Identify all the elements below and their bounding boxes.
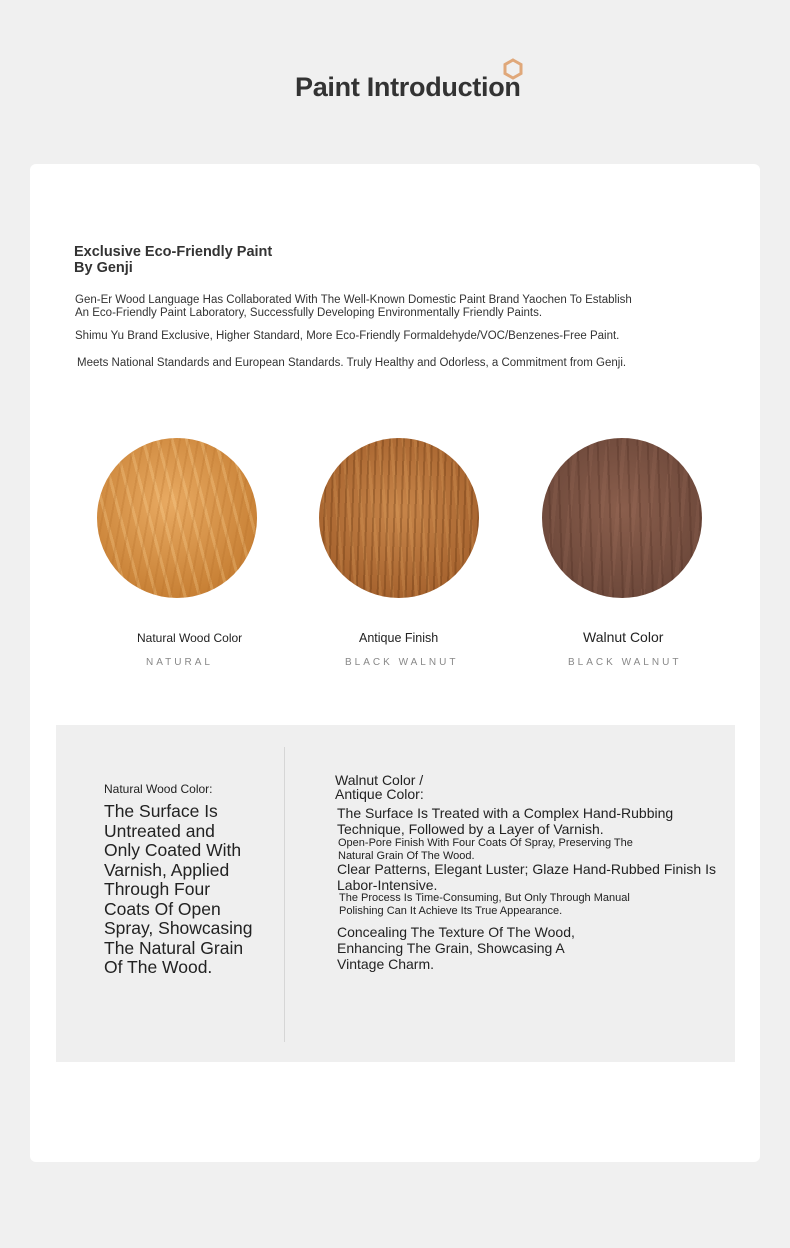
walnut-detail-heading: Walnut Color / Antique Color: bbox=[335, 772, 424, 802]
divider bbox=[284, 747, 285, 1042]
walnut-swatch bbox=[542, 438, 702, 598]
swatch-name: Antique Finish bbox=[359, 631, 439, 645]
detail-line: Open-Pore Finish With Four Coats Of Spray, Preserving The Natural Grain Of The Wood. bbox=[338, 837, 633, 862]
detail-line: Clear Patterns, Elegant Luster; Glaze Hand-Rubbed Finish Is Labor-Intensive. bbox=[337, 861, 716, 893]
intro-paragraph: Gen-Er Wood Language Has Collaborated With The Well-Known Domestic Paint Brand Yaochen To Establish An Eco-Friendly Paint Laboratory, Successfully Developing Environmentally Friendly Paints. bbox=[75, 294, 632, 319]
intro-paragraph: Shimu Yu Brand Exclusive, Higher Standard, More Eco-Friendly Formaldehyde/VOC/Benzenes-Free Paint. bbox=[75, 330, 620, 342]
natural-detail-text: The Surface Is Untreated and Only Coated With Varnish, Applied Through Four Coats Of Open Spray, Showcasing The Natural Grain Of The Wood. bbox=[104, 801, 253, 977]
swatch-subtitle: BLACK WALNUT bbox=[568, 657, 682, 668]
detail-line: The Process Is Time-Consuming, But Only Through Manual Polishing Can It Achieve Its True Appearance. bbox=[339, 892, 630, 917]
content-card bbox=[30, 164, 760, 1162]
detail-line: Concealing The Texture Of The Wood, Enhancing The Grain, Showcasing A Vintage Charm. bbox=[337, 924, 575, 972]
natural-wood-swatch bbox=[97, 438, 257, 598]
swatch-subtitle: NATURAL bbox=[146, 657, 213, 668]
swatch-name: Walnut Color bbox=[583, 629, 664, 645]
page-header bbox=[286, 50, 521, 124]
swatch-subtitle: BLACK WALNUT bbox=[345, 657, 459, 668]
finish-details-panel bbox=[56, 725, 735, 1062]
hexagon-icon bbox=[502, 58, 524, 80]
natural-detail-label: Natural Wood Color: bbox=[104, 782, 213, 796]
page-title: Paint Introduction bbox=[295, 72, 521, 102]
intro-headline: Exclusive Eco-Friendly Paint By Genji bbox=[74, 244, 273, 276]
intro-paragraph: Meets National Standards and European Standards. Truly Healthy and Odorless, a Commitment from Genji. bbox=[77, 357, 627, 369]
detail-line: The Surface Is Treated with a Complex Hand-Rubbing Technique, Followed by a Layer of Varnish. bbox=[337, 805, 674, 837]
swatch-name: Natural Wood Color bbox=[137, 631, 243, 645]
antique-finish-swatch bbox=[319, 438, 479, 598]
